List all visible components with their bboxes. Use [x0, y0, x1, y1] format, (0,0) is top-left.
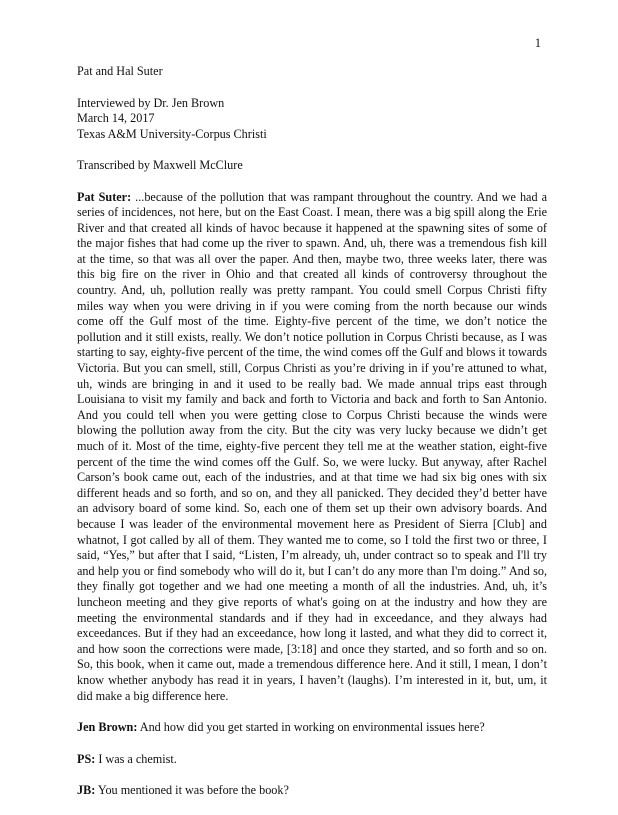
interviewer-line: Interviewed by Dr. Jen Brown	[77, 95, 225, 110]
institution-line: Texas A&M University-Corpus Christi	[77, 126, 267, 141]
transcript-paragraph	[77, 752, 547, 768]
speaker-label: Pat Suter:	[77, 189, 132, 204]
transcript-text: I was a chemist.	[95, 751, 177, 766]
document-body	[77, 64, 547, 815]
speaker-label: JB:	[77, 783, 96, 798]
transcript-paragraph	[77, 720, 547, 736]
speaker-label: PS:	[77, 751, 96, 766]
transcript-paragraph	[77, 190, 547, 705]
transcript-text: You mentioned it was before the book?	[95, 783, 289, 798]
transcript-text: ...because of the pollution that was rampant throughout the country. And we had a series of incidences, not here, but on the East Coast. I mean, there was a big spill along the Erie River and that created all kinds of havoc because it happened at the spawning sites of some of the major fishes that had come up the river to spawn. And, uh, there was a tremendous fish kill at the time, so that was all over the paper. And then, maybe two, three weeks later, there was this big fire on the river in Ohio and that created all kinds of controversy throughout the country. And, uh, pollution really was pretty rampant. You could smell Corpus Christi fifty miles way when you were driving in if you were coming from the north because our winds come off the Gulf most of the time. Eighty-five percent of the time, we don’t notice the pollution and it still exists, really. We don’t notice pollution in Corpus Christi because, as I was starting to say, eighty-five percent of the time, the wind comes off the Gulf and blows it towards Victoria. But you can smell, still, Corpus Christi as you’re driving in if you’re attuned to what, uh, winds are bringing in and it used to be really bad. We made annual trips east through Louisiana to visit my family and back and forth to Victoria and back and forth to San Antonio. And you could tell when you were getting close to Corpus Christi because the winds were blowing the pollution away from the city. But the city was very lucky because we didn’t get much of it. Most of the time, eighty-five percent they tell me at the weather station, eight-five percent of the time the wind comes off the Gulf. So, we were lucky. But anyway, after Rachel Carson’s book came out, each of the industries, and at that time we had six big ones with six different heads and so forth, and so on, and they all panicked. They decided they’d better have an advisory board of some kind. So, each one of them set up their own advisory boards. And because I was leader of the environmental movement here as President of Sierra [Club] and whatnot, I got called by all of them. They wanted me to come, so I told the first two or three, I said, “Yes,” but after that I said, “Listen, I’m already, uh, under contract so to speak and I'll try and help you or find somebody who will do it, but I can’t do any more than I'm doing.” And so, they finally got together and we had one meeting a month of all the industries. And, uh, it’s luncheon meeting and they give reports of what's going on at the industry and how they are meeting the environmental standards and if they had in exceedance, and they always had exceedances. But if they had an exceedance, how long it lasted, and what they did to correct it, and how soon the corrections were made, [3:18] and once they started, and so forth and so on. So, this book, when it came out, made a tremendous difference here. And it still, I mean, I don’t know whether anybody has read it in years, I haven’t (laughs). I’m interested in it, but, um, it did make a big difference here.	[77, 189, 547, 703]
speaker-label: Jen Brown:	[77, 720, 138, 735]
transcript-text: And how did you get started in working on environmental issues here?	[137, 720, 485, 735]
interview-info	[77, 96, 547, 143]
transcriber-line: Transcribed by Maxwell McClure	[77, 158, 243, 172]
transcript-paragraph	[77, 783, 547, 799]
interview-date: March 14, 2017	[77, 111, 155, 125]
document-title: Pat and Hal Suter	[77, 64, 163, 78]
page-number: 1	[534, 36, 541, 50]
